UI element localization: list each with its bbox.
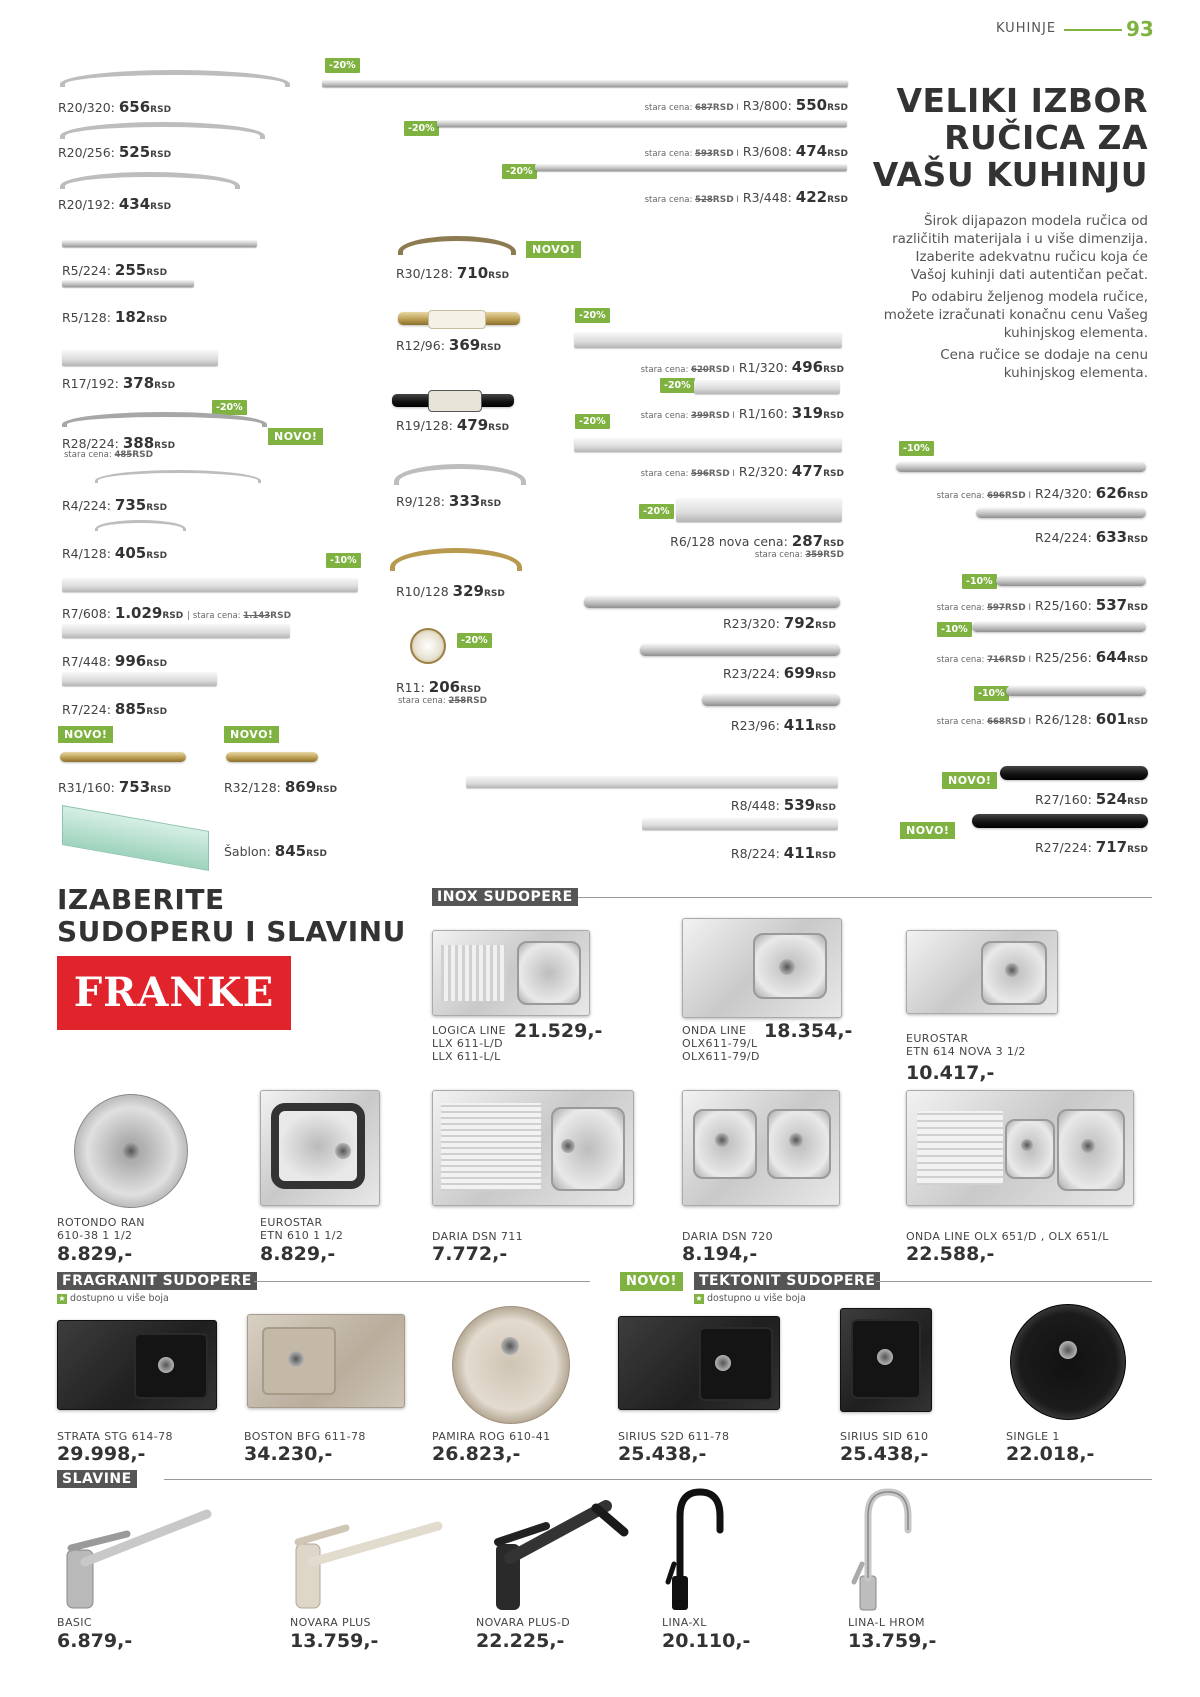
- description-line: Cena ručice se dodaje na cenu: [940, 347, 1148, 363]
- product-price: 6.879,-: [57, 1630, 133, 1652]
- description-line: možete izračunati konačnu cenu Vašeg: [883, 307, 1148, 323]
- discount-tag: -10%: [326, 553, 361, 568]
- handle-label: stara cena: 596RSD I R2/320: 477RSD: [640, 462, 844, 480]
- handle-image: [62, 280, 194, 287]
- product-name: BOSTON BFG 611-78: [244, 1430, 366, 1443]
- more-colors-note: ★ dostupno u više boja: [695, 1293, 806, 1304]
- product-name: ROTONDO RAN 610-38 1 1/2: [57, 1216, 145, 1242]
- handle-label: R20/320: 656RSD: [58, 98, 172, 116]
- sink-image: [57, 1320, 217, 1410]
- template-image: [62, 805, 209, 871]
- product-name: PAMIRA ROG 610-41: [432, 1430, 551, 1443]
- handle-image: [394, 464, 526, 485]
- product-name: SIRIUS S2D 611-78: [618, 1430, 730, 1443]
- new-tag: NOVO!: [526, 241, 581, 258]
- discount-tag: -10%: [937, 622, 972, 637]
- header-rule: [1064, 29, 1122, 31]
- handle-image: [702, 694, 840, 706]
- handle-image: [322, 80, 848, 87]
- handle-image: [62, 578, 358, 592]
- new-tag: NOVO!: [900, 822, 955, 839]
- section-rule: [876, 1281, 1152, 1282]
- faucet-image: [288, 1506, 448, 1610]
- product-name: LOGICA LINE LLX 611-L/D LLX 611-L/L: [432, 1024, 506, 1063]
- sink-image: [74, 1094, 188, 1208]
- handle-image: [60, 752, 186, 762]
- discount-tag: -20%: [325, 58, 360, 73]
- product-name: NOVARA PLUS-D: [476, 1616, 571, 1629]
- sink-image: [906, 930, 1058, 1014]
- product-price: 8.194,-: [682, 1243, 758, 1265]
- section-rule: [164, 1479, 1152, 1480]
- handle-label: stara cena: 620RSD I R1/320: 496RSD: [640, 358, 844, 376]
- handle-label: R23/96: 411RSD: [730, 716, 836, 734]
- product-name: DARIA DSN 711: [432, 1230, 524, 1243]
- old-price: stara cena: 485RSD: [64, 450, 154, 460]
- handle-image: [62, 672, 217, 686]
- handle-image: [95, 520, 186, 531]
- handle-image: [972, 622, 1146, 632]
- handle-label: stara cena: 593RSD I R3/608: 474RSD: [644, 142, 848, 160]
- discount-tag: -20%: [575, 414, 610, 429]
- handle-image: [996, 576, 1146, 586]
- product-price: 25.438,-: [840, 1443, 929, 1465]
- handle-label: R8/448: 539RSD: [730, 796, 836, 814]
- discount-tag: -10%: [974, 686, 1009, 701]
- handle-image: [95, 470, 261, 483]
- discount-tag: -20%: [502, 164, 537, 179]
- handle-label: R6/128 nova cena: 287RSD: [670, 532, 844, 550]
- handle-image: [640, 644, 840, 656]
- product-price: 22.588,-: [906, 1243, 995, 1265]
- product-price: 18.354,-: [764, 1020, 853, 1042]
- handle-label: R31/160: 753RSD: [58, 778, 172, 796]
- sink-image: [1010, 1304, 1126, 1420]
- faucet-image: [57, 1500, 217, 1610]
- handle-label: R7/224: 885RSD: [62, 700, 168, 718]
- handle-image: [62, 240, 257, 247]
- handle-label: R5/224: 255RSD: [62, 261, 168, 279]
- description: [748, 212, 1148, 382]
- handle-label: R30/128: 710RSD: [396, 264, 510, 282]
- section-slavine: SLAVINE: [57, 1470, 137, 1488]
- handle-label: R23/320: 792RSD: [722, 614, 836, 632]
- section-rule: [578, 897, 1152, 898]
- handle-label: R28/224: 388RSD: [62, 434, 176, 452]
- headline-line-2: RUČICA ZA: [944, 118, 1148, 157]
- handle-label: stara cena: 687RSD I R3/800: 550RSD: [644, 96, 848, 114]
- handle-image: [428, 390, 482, 412]
- new-tag: NOVO!: [942, 772, 997, 789]
- new-tag: NOVO!: [268, 428, 323, 445]
- handle-label: Šablon: 845RSD: [224, 842, 327, 860]
- product-name: SINGLE 1: [1006, 1430, 1060, 1443]
- discount-tag: -10%: [899, 441, 934, 456]
- handle-image: [62, 624, 290, 638]
- section-rule: [254, 1281, 590, 1282]
- handle-image: [1006, 686, 1146, 696]
- old-price: stara cena: 359RSD: [754, 550, 844, 560]
- handle-image: [574, 438, 842, 452]
- sink-image: [682, 918, 842, 1018]
- handle-label: stara cena: 696RSD I R24/320: 626RSD: [936, 484, 1148, 502]
- category-label: KUHINJE: [996, 21, 1057, 36]
- product-price: 10.417,-: [906, 1062, 995, 1084]
- product-name: DARIA DSN 720: [682, 1230, 774, 1243]
- handle-label: R10/128 329RSD: [396, 582, 505, 600]
- product-price: 7.772,-: [432, 1243, 508, 1265]
- sinks-title-line-1: IZABERITE: [57, 883, 225, 916]
- description-line: Izaberite adekvatnu ručicu koja će: [915, 249, 1148, 265]
- product-price: 22.225,-: [476, 1630, 565, 1652]
- discount-tag: -10%: [962, 574, 997, 589]
- product-price: 26.823,-: [432, 1443, 521, 1465]
- handle-image: [694, 380, 840, 394]
- description-line: kuhinjskog elementa.: [1003, 325, 1148, 341]
- faucet-image: [660, 1486, 740, 1612]
- product-name: LINA-XL: [662, 1616, 707, 1629]
- sink-image: [682, 1090, 840, 1206]
- product-name: EUROSTAR ETN 610 1 1/2: [260, 1216, 344, 1242]
- old-price: stara cena: 258RSD: [398, 696, 488, 706]
- product-price: 21.529,-: [514, 1020, 603, 1042]
- star-icon: ★: [58, 1294, 66, 1303]
- handle-label: R27/160: 524RSD: [1034, 790, 1148, 808]
- handle-label: R23/224: 699RSD: [722, 664, 836, 682]
- handle-label: R17/192: 378RSD: [62, 374, 176, 392]
- more-colors-note: ★ dostupno u više boja: [58, 1293, 169, 1304]
- handle-image: [60, 172, 240, 189]
- discount-tag: -20%: [404, 121, 439, 136]
- sink-image: [452, 1306, 570, 1424]
- sink-image: [840, 1308, 932, 1412]
- product-price: 13.759,-: [290, 1630, 379, 1652]
- handle-label: R4/224: 735RSD: [62, 496, 168, 514]
- handle-image: [896, 462, 1146, 472]
- handle-image: [390, 548, 522, 571]
- product-price: 8.829,-: [260, 1243, 336, 1265]
- product-price: 22.018,-: [1006, 1443, 1095, 1465]
- section-inox: INOX SUDOPERE: [432, 888, 578, 906]
- new-tag: NOVO!: [224, 726, 279, 743]
- handle-image: [584, 596, 840, 608]
- discount-tag: -20%: [212, 400, 247, 415]
- discount-tag: -20%: [575, 308, 610, 323]
- handle-image: [428, 310, 486, 329]
- new-tag: NOVO!: [58, 726, 113, 743]
- discount-tag: -20%: [457, 633, 492, 648]
- sink-image: [906, 1090, 1134, 1206]
- handle-label: stara cena: 716RSD I R25/256: 644RSD: [936, 648, 1148, 666]
- sink-image: [432, 1090, 634, 1206]
- product-name: BASIC: [57, 1616, 92, 1629]
- headline-line-3: VAŠU KUHINJU: [872, 155, 1148, 194]
- sinks-title-line-2: SUDOPERU I SLAVINU: [57, 915, 406, 948]
- handle-label: R32/128: 869RSD: [224, 778, 338, 796]
- product-price: 13.759,-: [848, 1630, 937, 1652]
- product-name: LINA-L HROM: [848, 1616, 925, 1629]
- handle-image: [976, 508, 1146, 518]
- handle-label: stara cena: 399RSD I R1/160: 319RSD: [640, 404, 844, 422]
- handle-label: R7/608: 1.029RSD | stara cena: 1.143RSD: [62, 604, 292, 622]
- product-price: 20.110,-: [662, 1630, 751, 1652]
- product-name: SIRIUS SID 610: [840, 1430, 929, 1443]
- sink-image: [247, 1314, 405, 1408]
- handle-image: [466, 776, 838, 788]
- handle-image: [972, 814, 1148, 828]
- handle-label: stara cena: 668RSD I R26/128: 601RSD: [936, 710, 1148, 728]
- handle-image: [1000, 766, 1148, 780]
- handle-image: [398, 236, 516, 255]
- sink-image: [260, 1090, 380, 1206]
- handle-label: R12/96: 369RSD: [396, 336, 502, 354]
- handle-image: [535, 164, 847, 171]
- sink-image: [432, 930, 590, 1016]
- product-name: EUROSTAR ETN 614 NOVA 3 1/2: [906, 1032, 1026, 1058]
- franke-logo: FRANKE: [57, 956, 291, 1030]
- handle-image: [437, 120, 847, 127]
- handle-label: R8/224: 411RSD: [730, 844, 836, 862]
- discount-tag: -20%: [639, 504, 674, 519]
- handle-image: [642, 818, 838, 830]
- sinks-title: [57, 884, 406, 948]
- faucet-image: [476, 1488, 636, 1612]
- handle-label: R7/448: 996RSD: [62, 652, 168, 670]
- product-name: ONDA LINE OLX 651/D , OLX 651/L: [906, 1230, 1109, 1243]
- product-name: ONDA LINE OLX611-79/L OLX611-79/D: [682, 1024, 760, 1063]
- product-price: 29.998,-: [57, 1443, 146, 1465]
- page-number: 93: [1126, 17, 1154, 41]
- knob-image: [410, 628, 446, 664]
- product-name: NOVARA PLUS: [290, 1616, 371, 1629]
- handle-label: R4/128: 405RSD: [62, 544, 168, 562]
- handle-image: [60, 70, 290, 87]
- handle-label: R24/224: 633RSD: [1034, 528, 1148, 546]
- headline-line-1: VELIKI IZBOR: [896, 81, 1148, 120]
- product-name: STRATA STG 614-78: [57, 1430, 173, 1443]
- faucet-image: [848, 1486, 928, 1612]
- description-line: različitih materijala i u više dimenzija.: [892, 231, 1148, 247]
- product-price: 34.230,-: [244, 1443, 333, 1465]
- description-line: Po odabiru željenog modela ručice,: [911, 289, 1148, 305]
- handle-label: stara cena: 597RSD I R25/160: 537RSD: [936, 596, 1148, 614]
- handle-label: R19/128: 479RSD: [396, 416, 510, 434]
- handle-label: R11: 206RSD: [396, 678, 481, 696]
- section-fragranit: FRAGRANIT SUDOPERE: [57, 1272, 257, 1290]
- star-icon: ★: [695, 1294, 703, 1303]
- handle-image: [226, 752, 318, 762]
- description-line: Vašoj kuhinji dati autentičan pečat.: [910, 267, 1148, 283]
- product-price: 8.829,-: [57, 1243, 133, 1265]
- new-tag: NOVO!: [620, 1272, 683, 1291]
- product-price: 25.438,-: [618, 1443, 707, 1465]
- handle-label: R20/256: 525RSD: [58, 143, 172, 161]
- sink-image: [618, 1316, 780, 1410]
- handle-image: [676, 498, 842, 522]
- description-line: kuhinjskog elementa.: [1003, 365, 1148, 381]
- handle-image: [62, 350, 218, 366]
- handle-image: [60, 122, 265, 139]
- handle-label: R27/224: 717RSD: [1034, 838, 1148, 856]
- handle-label: R9/128: 333RSD: [396, 492, 502, 510]
- description-line: Širok dijapazon modela ručica od: [923, 213, 1148, 229]
- handle-label: R20/192: 434RSD: [58, 195, 172, 213]
- handle-label: stara cena: 528RSD I R3/448: 422RSD: [644, 188, 848, 206]
- handle-image: [574, 332, 842, 348]
- discount-tag: -20%: [660, 378, 695, 393]
- handle-label: R5/128: 182RSD: [62, 308, 168, 326]
- section-tektonit: TEKTONIT SUDOPERE: [694, 1272, 880, 1290]
